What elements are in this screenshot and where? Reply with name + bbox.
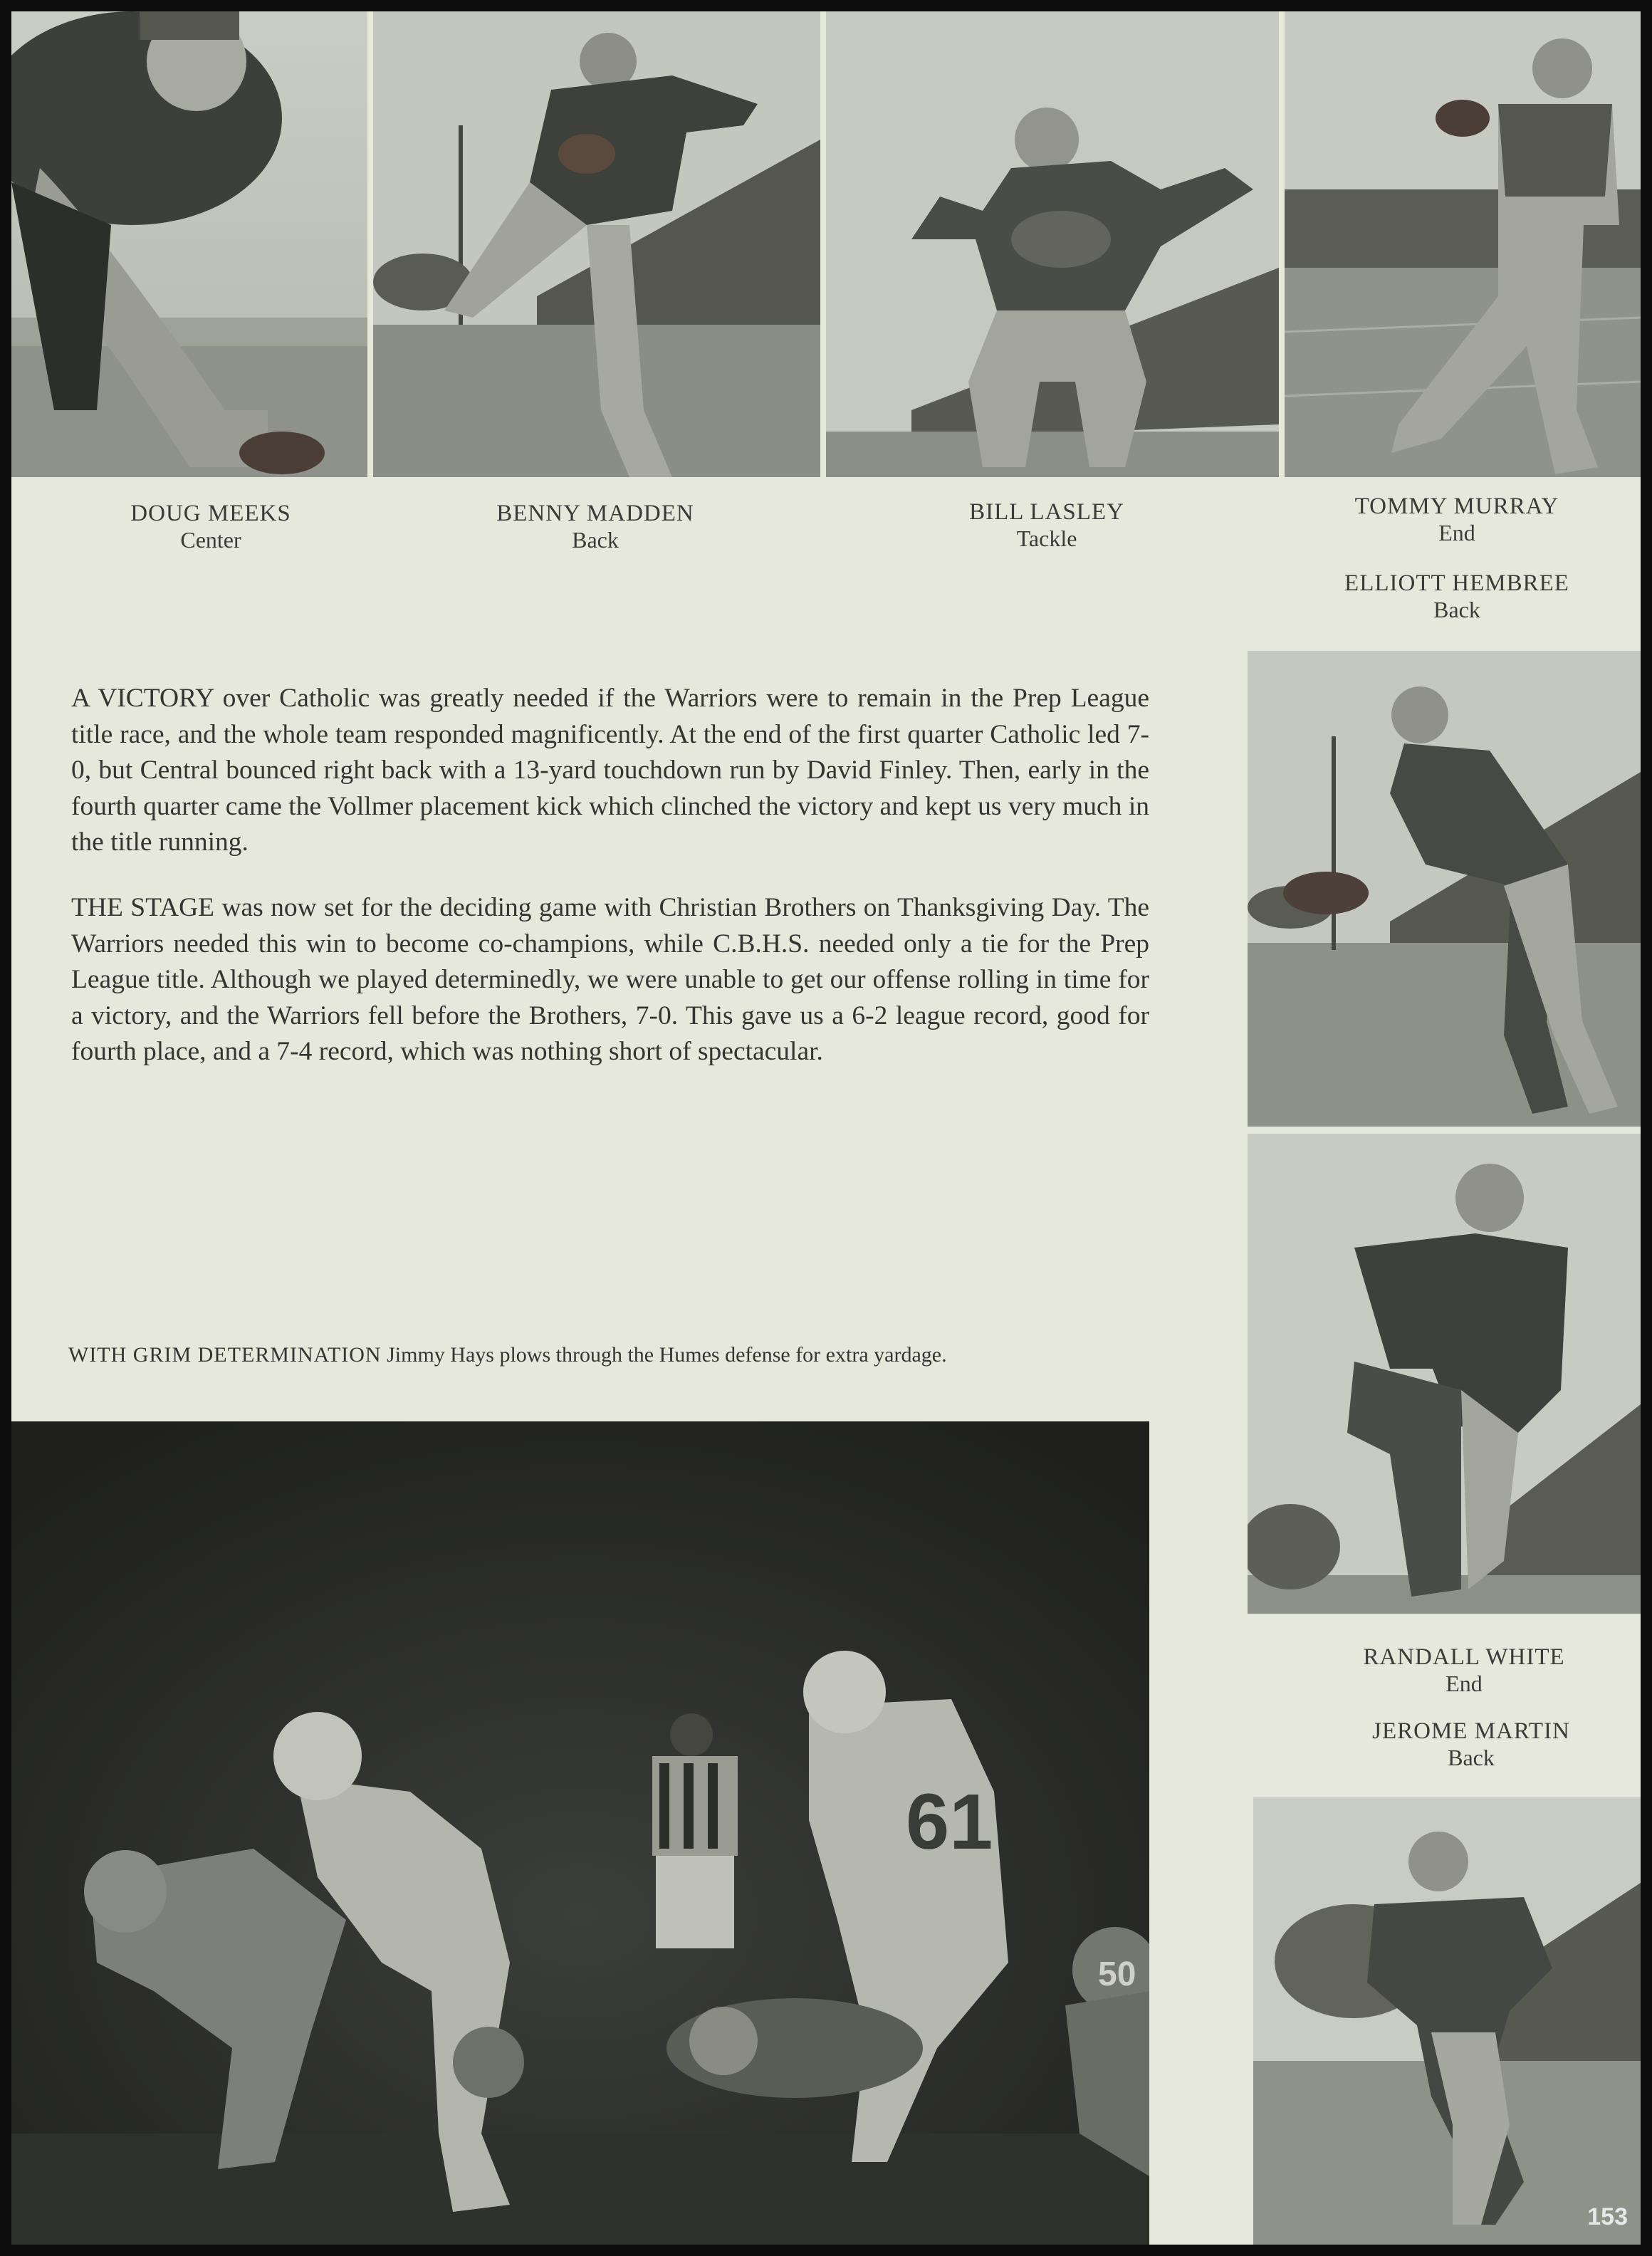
player-position: Center: [180, 527, 241, 553]
caption-rest: Jimmy Hays plows through the Humes defense for extra yardage.: [381, 1343, 947, 1367]
player-position: Back: [1448, 1745, 1495, 1770]
caption-tommy-murray: [1286, 493, 1628, 545]
player-position: Back: [1433, 597, 1480, 622]
photo-tommy-murray: [1285, 11, 1641, 477]
player-name: RANDALL WHITE: [1363, 1644, 1565, 1670]
player-position: Back: [572, 527, 619, 553]
player-name: BILL LASLEY: [969, 499, 1124, 525]
player-position: Tackle: [1016, 526, 1077, 551]
player-name: JEROME MARTIN: [1372, 1718, 1570, 1744]
jersey-number-61: 61: [906, 1778, 993, 1866]
player-name: ELLIOTT HEMBREE: [1344, 570, 1569, 596]
photo-doug-meeks: [11, 11, 367, 477]
player-position: End: [1438, 520, 1475, 545]
jersey-number-50: 50: [1098, 1955, 1136, 1993]
photo-elliott-hembree: [1248, 651, 1641, 1127]
photo-bill-lasley: [826, 11, 1279, 477]
page-number: 153: [1587, 2203, 1628, 2230]
caption-lead: WITH GRIM DETERMINATION: [68, 1343, 382, 1367]
photo-randall-white: [1248, 1134, 1641, 1614]
caption-jerome-martin: [1300, 1718, 1641, 1770]
story-paragraph-2: THE STAGE was now set for the deciding game with Christian Brothers on Thanksgiving Day. The Warriors needed this win to become co-champions, while C.B.H.S. needed only a tie for the Prep League title. Although we played determinedly, we were unable to get our offense rolling in time for a victory, and the Warriors fell before the Brothers, 7-0. This gave us a 6-2 league record, good for fourth place, and a 7-4 record, which was nothing short of spectacular.: [71, 893, 1149, 1066]
caption-randall-white: [1293, 1644, 1635, 1696]
action-photo: [11, 1421, 1149, 2245]
caption-elliott-hembree: [1286, 570, 1628, 622]
player-name: TOMMY MURRAY: [1354, 494, 1559, 519]
photo-benny-madden: [373, 11, 820, 477]
photo-jerome-martin: [1253, 1797, 1641, 2245]
caption-bill-lasley: [876, 498, 1218, 551]
player-name: BENNY MADDEN: [496, 501, 694, 526]
player-name: DOUG MEEKS: [130, 501, 291, 526]
story-paragraph-1: A VICTORY over Catholic was greatly needed if the Warriors were to remain in the Prep League title race, and the whole team responded magnificently. At the end of the first quarter Catholic led 7-0, but Central bounced right back with a 13-yard touchdown run by David Finley. Then, early in the fourth quarter came the Vollmer placement kick which clinched the victory and kept us very much in the title running.: [71, 684, 1149, 857]
player-position: End: [1446, 1671, 1483, 1696]
caption-benny-madden: [424, 500, 766, 553]
yearbook-page: [11, 11, 1641, 2245]
action-photo-caption: [68, 1343, 1151, 1367]
caption-doug-meeks: [40, 500, 382, 553]
